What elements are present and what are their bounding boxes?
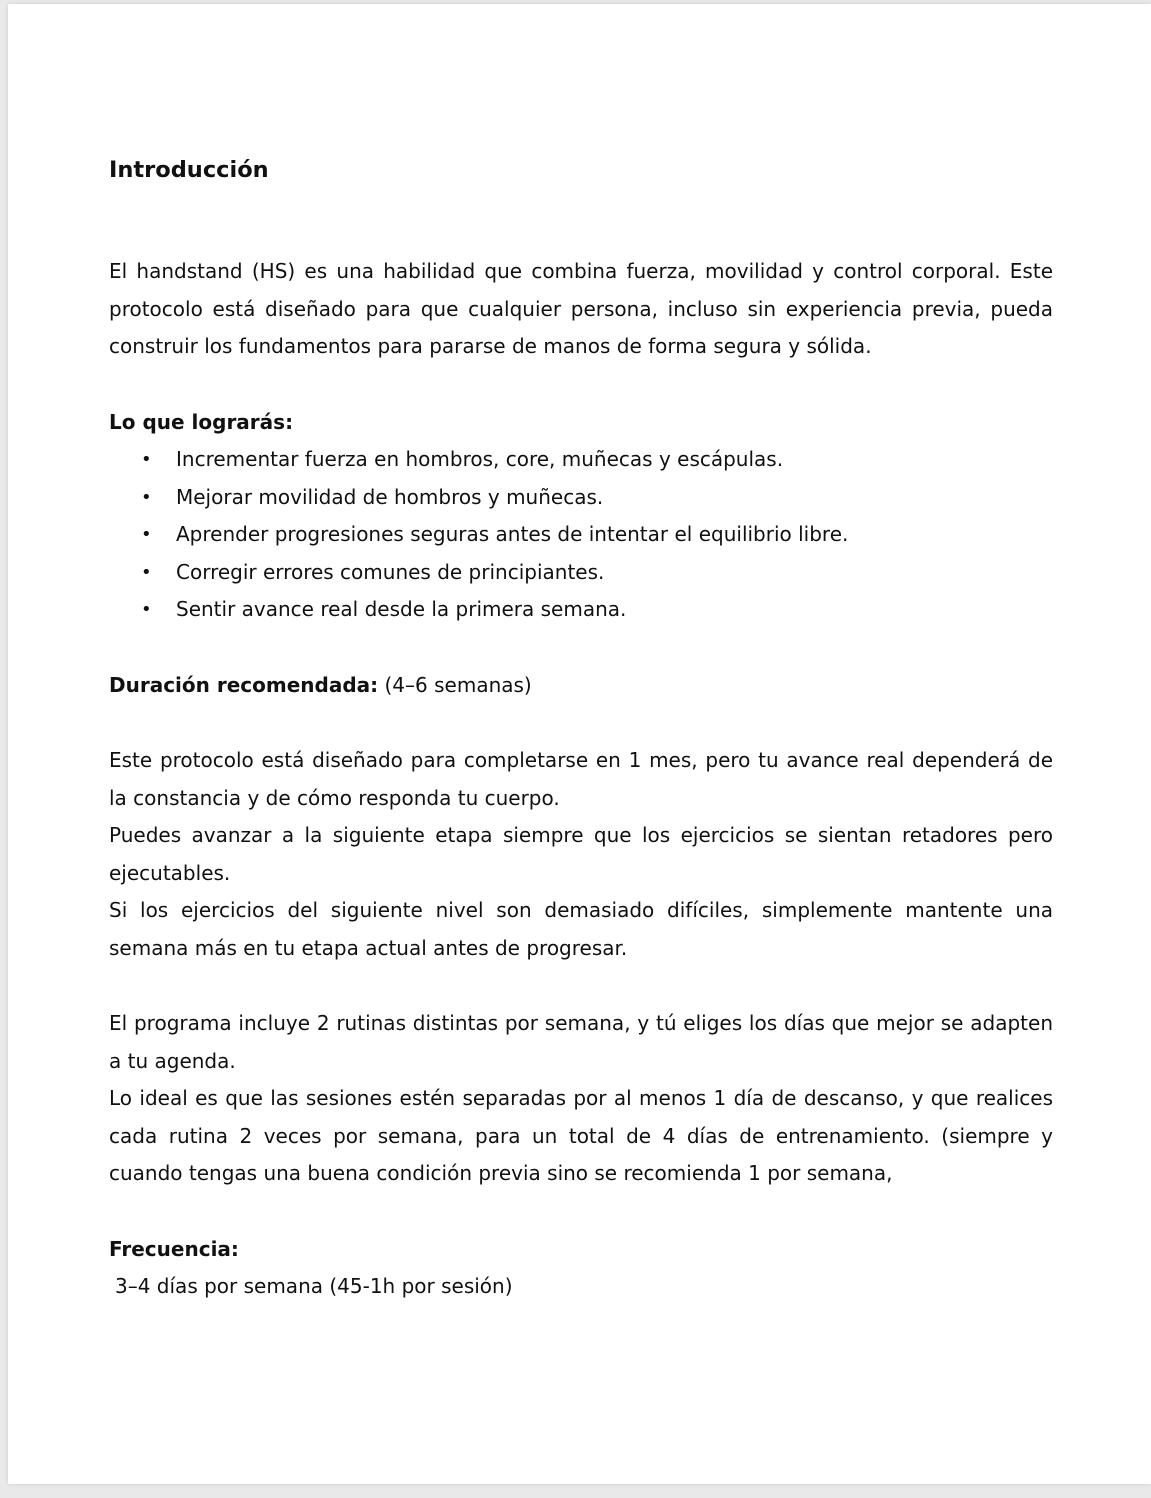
frequency-label: Frecuencia: bbox=[109, 1236, 239, 1261]
bullet-icon: • bbox=[141, 524, 152, 545]
bullet-icon: • bbox=[141, 486, 152, 508]
list-item: • Mejorar movilidad de hombros y muñecas. bbox=[109, 479, 1053, 517]
duration-paragraph: Puedes avanzar a la siguiente etapa siempre que los ejercicios se sientan retadores pero ejecutables. bbox=[109, 823, 1053, 885]
goals-label: Lo que lograrás: bbox=[109, 409, 294, 434]
duration-paragraph: Este protocolo está diseñado para completarse en 1 mes, pero tu avance real dependerá de la constancia y de cómo responda tu cuerpo. bbox=[109, 748, 1053, 810]
list-item: • Corregir errores comunes de principiantes. bbox=[109, 554, 1053, 592]
bullet-icon: • bbox=[141, 449, 152, 470]
duration-line bbox=[109, 667, 1053, 705]
program-paragraph: Lo ideal es que las sesiones estén separadas por al menos 1 día de descanso, y que realices cada rutina 2 veces por semana, para un total de 4 días de entrenamiento. (siempre y cuando tengas una buena condición previa sino se recomienda 1 por semana, bbox=[109, 1086, 1053, 1185]
section-title: Introducción bbox=[109, 157, 269, 183]
duration-paragraph: Si los ejercicios del siguiente nivel son demasiado difíciles, simplemente mantente una semana más en tu etapa actual antes de progresar. bbox=[109, 898, 1053, 960]
intro-paragraph: El handstand (HS) es una habilidad que combina fuerza, movilidad y control corporal. Este protocolo está diseñado para que cualquier persona, incluso sin experiencia previa, pueda construir los fundamentos para pararse de manos de forma segura y sólida. bbox=[109, 259, 1053, 358]
goals-list bbox=[109, 441, 1053, 629]
document-content bbox=[109, 152, 1053, 1306]
frequency-value: 3–4 días por semana (45-1h por sesión) bbox=[115, 1274, 513, 1298]
bullet-icon: • bbox=[141, 561, 152, 583]
document-page bbox=[8, 4, 1151, 1484]
program-paragraph: El programa incluye 2 rutinas distintas por semana, y tú eliges los días que mejor se adapten a tu agenda. bbox=[109, 1011, 1053, 1073]
duration-label: Duración recomendada: bbox=[109, 672, 379, 697]
list-item: • Incrementar fuerza en hombros, core, muñecas y escápulas. bbox=[109, 441, 1053, 479]
bullet-icon: • bbox=[141, 599, 152, 620]
list-item: • Sentir avance real desde la primera semana. bbox=[109, 591, 1053, 629]
list-item: • Aprender progresiones seguras antes de intentar el equilibrio libre. bbox=[109, 516, 1053, 554]
duration-value: (4–6 semanas) bbox=[378, 672, 532, 697]
